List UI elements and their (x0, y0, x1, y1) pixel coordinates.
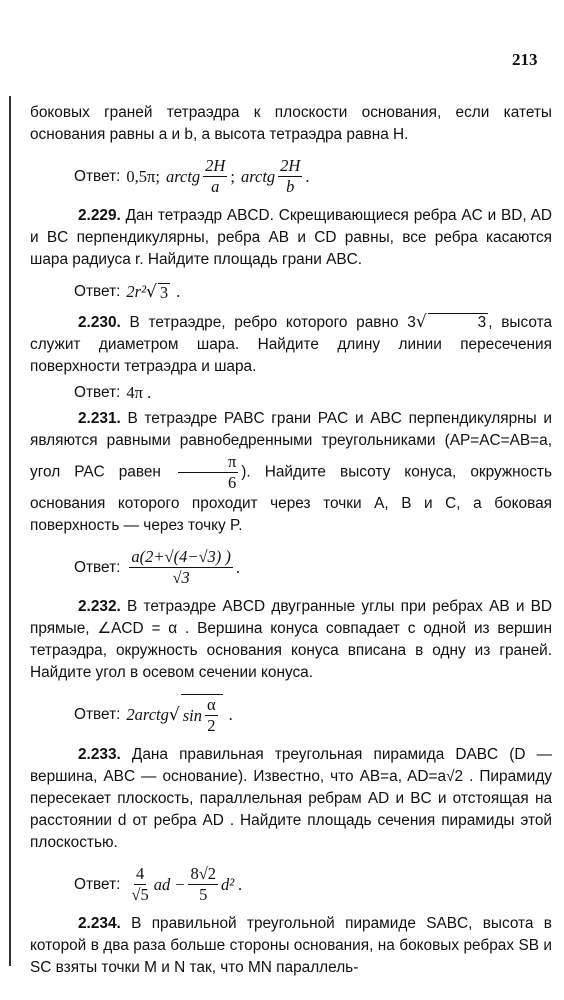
fraction (129, 547, 232, 588)
fraction (205, 695, 218, 736)
numerator: 8√2 (190, 864, 217, 883)
radicand: 3 (159, 282, 169, 302)
denominator: 2 (207, 716, 216, 735)
expression-part: ad − (153, 874, 186, 894)
problem-text: Дана правильная треугольная пирамида DABC (D — вершина, ABC — основание). Известно, что AB=a, AD=a√2 . Пирамиду пересекает плоскость, параллельная ребрам AD и BC и отстоящая на расстоянии d от ребра AD . Найдите площадь сечения пирамиды этой плоскостью. (30, 746, 552, 851)
numerator: π (178, 452, 238, 473)
fraction (178, 452, 238, 493)
fraction (129, 864, 150, 905)
denominator: √3 (172, 568, 190, 587)
numerator: a(2+√(4−√3) ) (131, 547, 231, 566)
problem-number: 2.230. (78, 314, 121, 331)
problem-text-cont: ). Найдите высоту конуса, окружность основания которого проходит через точки A, B и C, а боковая поверхность — через точку P. (30, 463, 552, 534)
function-name: arctg (240, 166, 276, 186)
end-mark: . (176, 282, 181, 301)
problem-text-cont: , высота служит диаметром шара. Найдите длину линии пересечения поверхности тетраэдра и шара. (30, 314, 552, 375)
denominator: b (286, 177, 295, 196)
separator: ; (230, 166, 235, 186)
answer-label: Ответ: (74, 167, 121, 185)
answer-label: Ответ: (74, 875, 121, 893)
problem-2-231 (30, 408, 552, 537)
problem-2-232 (30, 596, 552, 684)
answer-2-233 (74, 864, 552, 905)
function-name: arctg (165, 166, 201, 186)
numerator: 2H (205, 156, 226, 175)
paragraph-continuation: боковых граней тетраэдра к плоскости основания, если катеты основания равны a и b, а высота тетраэдра равна H. (30, 104, 552, 143)
answer-label: Ответ: (74, 283, 121, 300)
answer-2-232 (74, 694, 552, 736)
sqrt-symbol: √ (146, 282, 157, 302)
problem-text: В тетраэдре ABCD двугранные углы при ребрах AB и BD прямые, ∠ACD = α . Вершина конуса совпадает с одной из вершин тетраэдра, окружность основания конуса вписана в одну из граней. Найдите угол в осевом сечении конуса. (30, 598, 552, 681)
problem-2-233 (30, 744, 552, 854)
fraction (278, 156, 302, 197)
problem-number: 2.232. (78, 598, 121, 615)
problem-text: В правильной треугольной пирамиде SABC, высота в которой в два раза больше стороны основания, на боковых ребрах SB и SC взяты точки M и N так, что MN параллель- (30, 915, 552, 976)
sqrt-symbol: √ (168, 705, 180, 725)
answer-2-228 (74, 156, 552, 197)
answer-label: Ответ: (74, 384, 121, 401)
answer-value: 0,5π; (126, 166, 160, 186)
denominator: a (211, 177, 220, 196)
problem-text: Дан тетраэдр ABCD. Скрещивающиеся ребра AC и BD, AD и BC перпендикулярны, ребра AB и CD равны, все ребра касаются шара радиуса r. Найдите площадь грани ABC. (30, 207, 552, 268)
function-name: sin (182, 705, 202, 725)
sqrt-symbol: √ (415, 312, 427, 332)
problem-2-230 (30, 311, 552, 378)
answer-2-231 (74, 547, 552, 588)
numerator: 2H (280, 156, 301, 175)
denominator: 6 (227, 473, 237, 492)
answer-value: 2r² (126, 282, 147, 301)
end-mark: d² . (221, 874, 243, 894)
end-mark: . (228, 705, 233, 724)
margin-rule (9, 96, 11, 966)
answer-value: 4π . (126, 383, 152, 402)
denominator: 5 (199, 885, 208, 904)
fraction (203, 156, 227, 197)
answer-label: Ответ: (74, 706, 121, 723)
problem-number: 2.231. (78, 410, 121, 427)
problem-2-229 (30, 205, 552, 271)
radicand: 3 (428, 313, 489, 332)
denominator: √5 (131, 885, 149, 904)
problem-text: В тетраэдре, ребро которого равно 3 (120, 314, 416, 331)
end-mark: . (235, 557, 241, 577)
page-content (30, 102, 552, 979)
problem-number: 2.234. (78, 915, 121, 932)
numerator: α (206, 695, 216, 714)
problem-number: 2.229. (78, 207, 121, 224)
answer-value: 2arctg (126, 705, 169, 724)
page-number: 213 (512, 50, 538, 69)
answer-2-230 (74, 382, 552, 404)
fraction (188, 864, 218, 905)
answer-2-229 (74, 281, 552, 303)
numerator: 4 (135, 864, 145, 883)
answer-label: Ответ: (74, 558, 121, 576)
problem-number: 2.233. (78, 746, 121, 763)
end-mark: . (305, 166, 310, 186)
problem-text: В тетраэдре PABC грани PAC и ABC перпендикулярны и являются равными равнобедренными треугольниками (AP=AC=AB=a, угол PAC равен (30, 410, 552, 481)
problem-2-234 (30, 913, 552, 979)
radicand (181, 694, 223, 736)
